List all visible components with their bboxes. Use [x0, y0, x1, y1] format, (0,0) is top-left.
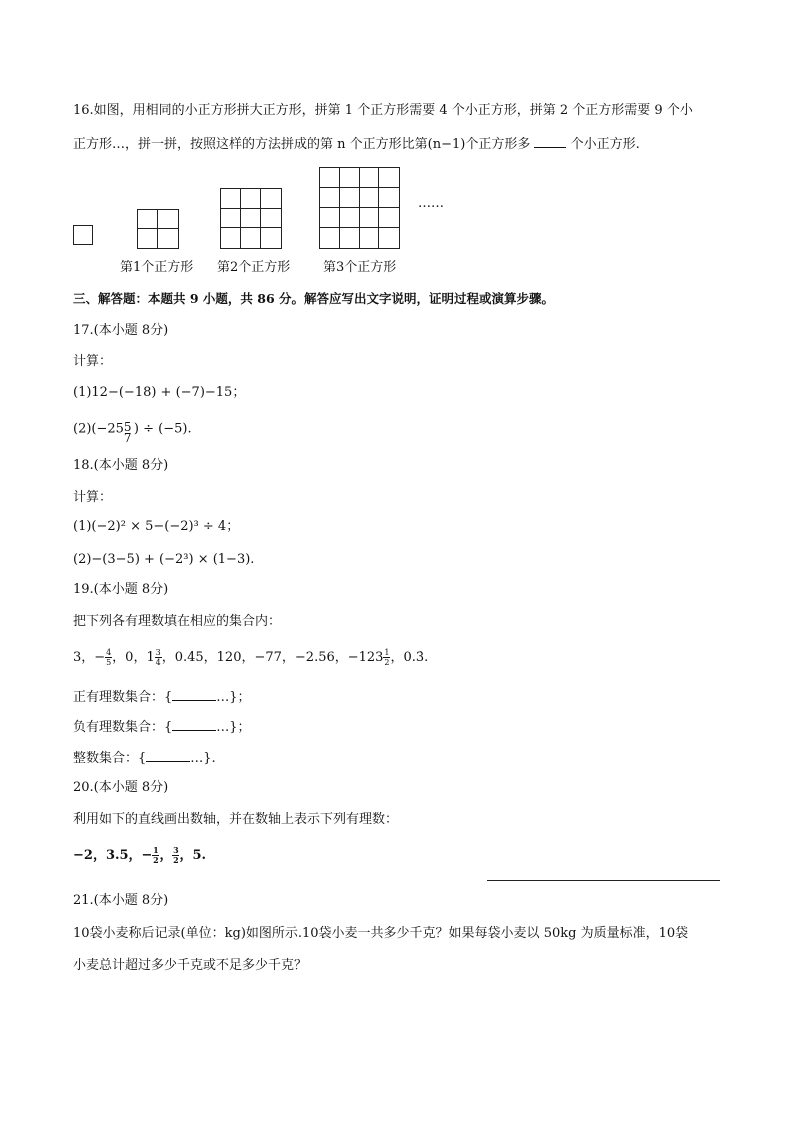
negative-set-end: …}； — [216, 720, 251, 735]
square-figure-3 — [319, 167, 400, 249]
fraction-4-5: $\frac{4}{5}$ — [106, 648, 112, 667]
positive-set-end: …}； — [216, 690, 251, 705]
figure-ellipsis: …… — [418, 196, 444, 211]
q17-part2 — [73, 419, 192, 445]
fraction-1-2: $\frac{1}{2}$ — [153, 845, 159, 865]
q17-part1: (1)12−(−18) + (−7)−15； — [73, 385, 246, 400]
q16-answer-blank[interactable] — [534, 133, 566, 148]
integer-set-end: …}. — [190, 751, 216, 766]
integer-set-label: 整数集合：{ — [73, 751, 147, 766]
q21-header: 21.(本小题 8分) — [73, 893, 169, 908]
q20-numbers — [73, 846, 206, 866]
q18-header: 18.(本小题 8分) — [73, 458, 169, 473]
single-small-square — [73, 225, 93, 245]
q20-numbers-b: ， — [159, 848, 173, 863]
negative-set-blank[interactable] — [172, 716, 216, 731]
q21-text-line1: 10袋小麦称后记录(单位：kg)如图所示.10袋小麦一共多少千克？如果每袋小麦以 50kg 为质量标准，10袋 — [73, 926, 689, 941]
mixed-fraction: 5 7 — [123, 420, 132, 445]
q21-text-line2: 小麦总计超过多少千克或不足多少千克？ — [73, 958, 308, 973]
q17-part2-b: ) ÷ (−5). — [133, 421, 192, 437]
section-3-heading: 三、解答题：本题共 9 小题，共 86 分。解答应写出文字说明，证明过程或演算步骤。 — [73, 291, 555, 306]
integer-set-blank[interactable] — [146, 747, 190, 762]
q20-instruction: 利用如下的直线画出数轴，并在数轴上表示下列有理数： — [73, 812, 399, 827]
q16-text-line1: 16.如图，用相同的小正方形拼大正方形，拼第 1 个正方形需要 4 个小正方形，拼第 2 个正方形需要 9 个小 — [73, 103, 693, 118]
q18-part1: (1)(−2)² × 5−(−2)³ ÷ 4； — [73, 519, 240, 534]
q19-numbers-c: ，0.45，120，−77，−2.56，−123 — [161, 650, 384, 665]
integer-set — [73, 747, 216, 769]
q16-text-line2 — [73, 133, 640, 155]
q16-text-line2-a: 正方形…，拼一拼，按照这样的方法拼成的第 n 个正方形比第(n−1)个正方形多 — [73, 137, 531, 152]
fraction-3-4: $\frac{3}{4}$ — [155, 648, 161, 667]
square-figure-2 — [220, 188, 282, 249]
figure-label-1: 第1个正方形 — [120, 260, 194, 275]
q19-header: 19.(本小题 8分) — [73, 582, 169, 597]
positive-set — [73, 686, 251, 708]
positive-set-label: 正有理数集合：{ — [73, 690, 173, 705]
q18-part2: (2)−(3−5) + (−2³) × (1−3). — [73, 552, 255, 567]
positive-set-blank[interactable] — [172, 686, 216, 701]
figure-label-2: 第2个正方形 — [217, 260, 291, 275]
q18-instruction: 计算： — [73, 490, 113, 505]
q16-text-line2-b: 个小正方形. — [570, 137, 640, 152]
q19-instruction: 把下列各有理数填在相应的集合内： — [73, 614, 282, 629]
q20-numbers-a: −2，3.5，− — [73, 848, 153, 863]
q20-header: 20.(本小题 8分) — [73, 780, 169, 795]
q19-numbers-b: ，0，1 — [112, 650, 155, 665]
fraction-1-2: $\frac{1}{2}$ — [384, 648, 390, 667]
q20-numbers-c: ，5. — [179, 848, 207, 863]
negative-set — [73, 716, 251, 738]
q17-instruction: 计算： — [73, 354, 113, 369]
q19-numbers — [73, 648, 428, 668]
figure-label-3: 第3个正方形 — [323, 260, 397, 275]
square-figure-1 — [137, 209, 179, 249]
q19-numbers-a: 3，− — [73, 650, 106, 665]
negative-set-label: 负有理数集合：{ — [73, 720, 173, 735]
fraction-3-2: $\frac{3}{2}$ — [173, 845, 179, 865]
q17-part2-a: (2)(−25 — [73, 421, 124, 437]
q17-header: 17.(本小题 8分) — [73, 323, 169, 338]
number-line-drawing-area[interactable] — [487, 880, 720, 881]
q19-numbers-d: ，0.3̇. — [390, 650, 429, 665]
